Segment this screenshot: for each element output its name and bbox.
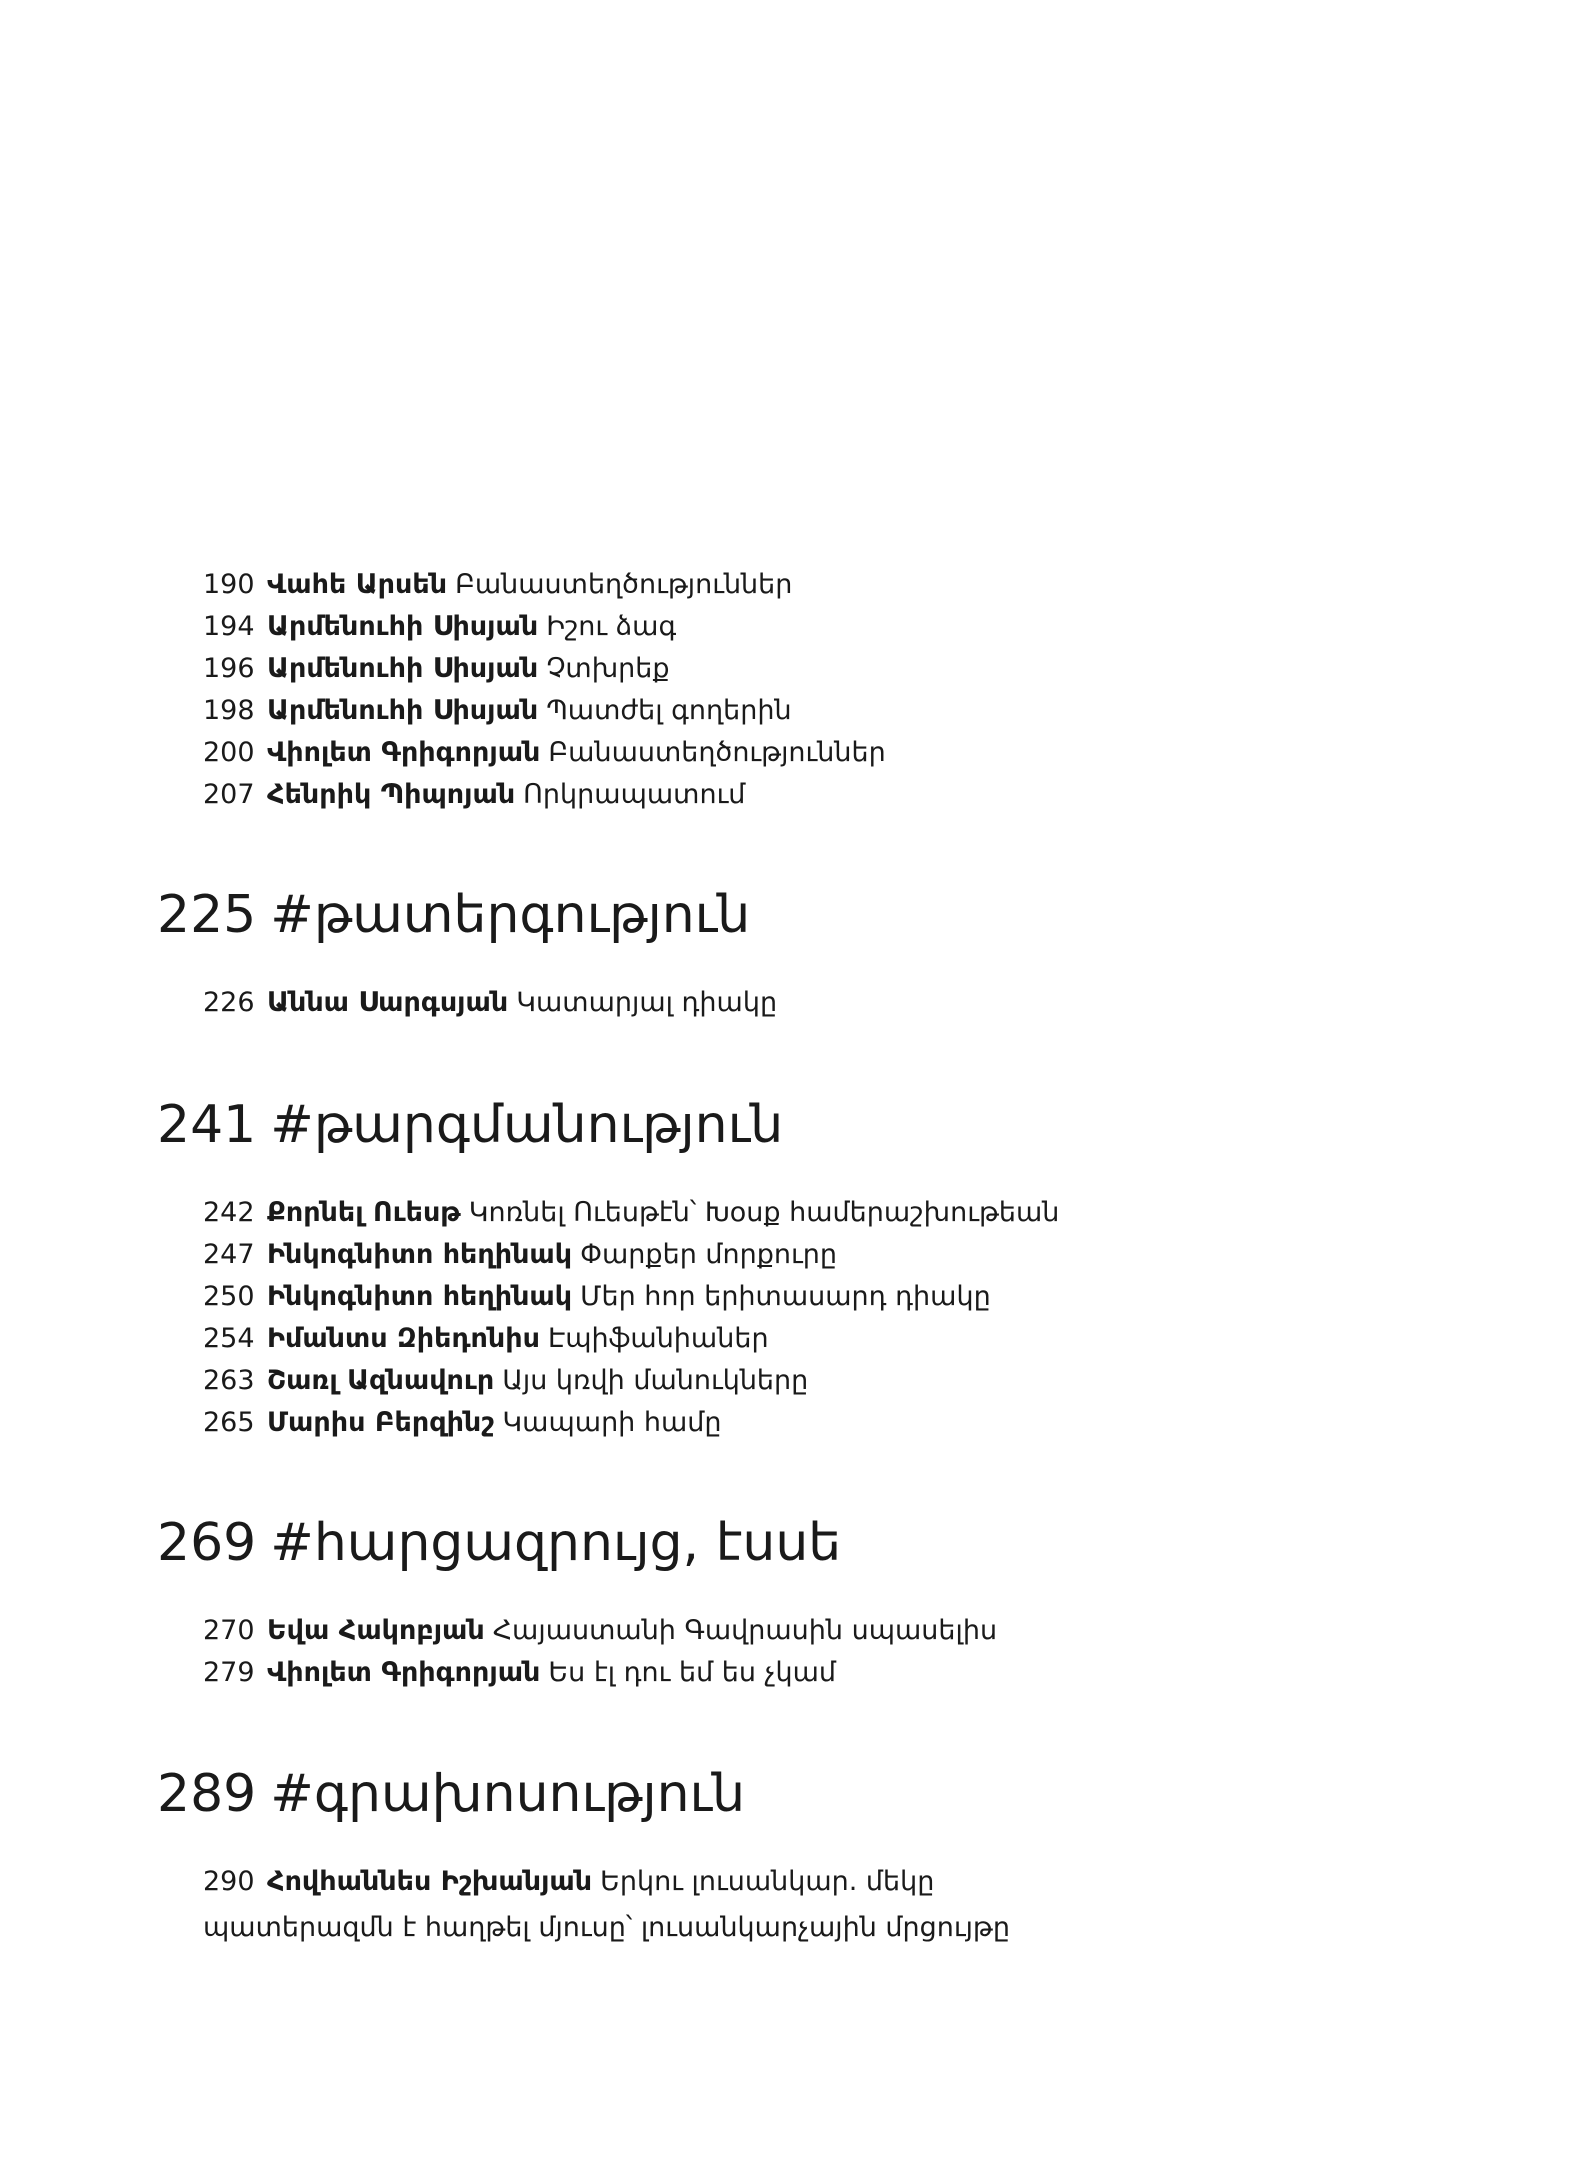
- toc-entry: [203, 1656, 836, 1690]
- entry-author: Արմենուհի Սիսյան: [267, 653, 539, 684]
- entry-author: Վահե Արսեն: [267, 569, 448, 600]
- entry-page-number: 254: [203, 1323, 255, 1354]
- section-page-number: 289: [157, 1764, 257, 1824]
- entry-page-number: 250: [203, 1281, 255, 1312]
- entry-title: Երկու լուսանկար. մեկը: [600, 1866, 935, 1897]
- section-title: #թարգմանություն: [270, 1095, 784, 1155]
- entry-title: Այս կռվի մանուկները: [502, 1365, 809, 1396]
- entry-page-number: 198: [203, 695, 255, 726]
- section-heading: [157, 1093, 783, 1157]
- toc-entry: [203, 568, 792, 602]
- section-title: #թատերգություն: [270, 885, 751, 945]
- entry-page-number: 247: [203, 1239, 255, 1270]
- toc-entry: [203, 1364, 808, 1398]
- entry-author: Արմենուհի Սիսյան: [267, 695, 539, 726]
- entry-title: Ես էլ դու եմ ես չկամ: [548, 1657, 837, 1688]
- entry-title: Հայաստանի Գավրասին սպասելիս: [492, 1615, 998, 1646]
- entry-page-number: 207: [203, 779, 255, 810]
- entry-page-number: 270: [203, 1615, 255, 1646]
- section-title: #հարցազրույց, էսսե: [270, 1513, 842, 1573]
- section-heading: [157, 1511, 841, 1575]
- toc-entry: [203, 986, 777, 1020]
- toc-entry: [203, 1322, 769, 1356]
- entry-author: Վիոլետ Գրիգորյան: [267, 1657, 541, 1688]
- toc-entry: [203, 1280, 991, 1314]
- entry-page-number: 263: [203, 1365, 255, 1396]
- entry-author: Ինկոգնիտո հեղինակ: [267, 1239, 573, 1270]
- entry-author: Հովհաննես Իշխանյան: [267, 1866, 593, 1897]
- entry-page-number: 279: [203, 1657, 255, 1688]
- entry-author: Եվա Հակոբյան: [267, 1615, 485, 1646]
- entry-page-number: 190: [203, 569, 255, 600]
- toc-entry: [203, 1196, 1059, 1230]
- entry-title: Կապարի համը: [502, 1407, 722, 1438]
- entry-title: Իշու ձագ: [546, 611, 677, 642]
- section-page-number: 225: [157, 885, 257, 945]
- entry-title: Մեր հոր երիտասարդ դիակը: [580, 1281, 991, 1312]
- entry-author: Մարիս Բերզինշ: [267, 1407, 495, 1438]
- entry-page-number: 226: [203, 987, 255, 1018]
- entry-page-number: 242: [203, 1197, 255, 1228]
- section-title: #գրախոսություն: [270, 1764, 746, 1824]
- entry-author: Քորնել Ուեսթ: [267, 1197, 461, 1228]
- entry-title: Կոռնել Ուեսթէն՝ Խօսք համերաշխութեան: [468, 1197, 1060, 1228]
- entry-title: Որկրապատում: [523, 779, 746, 810]
- toc-entry: [203, 1406, 722, 1440]
- toc-entry: [203, 1614, 997, 1648]
- toc-entry: [203, 610, 676, 644]
- section-page-number: 269: [157, 1513, 257, 1573]
- entry-author: Վիոլետ Գրիգորյան: [267, 737, 541, 768]
- entry-page-number: 265: [203, 1407, 255, 1438]
- entry-title: Չտխրեք: [546, 653, 670, 684]
- toc-entry: [203, 778, 745, 812]
- section-heading: [157, 883, 750, 947]
- entry-author: Աննա Սարգսյան: [267, 987, 509, 1018]
- entry-author: Շառլ Ազնավուր: [267, 1365, 495, 1396]
- toc-entry: [203, 694, 792, 728]
- entry-title: Էպիֆանիաներ: [547, 1323, 769, 1354]
- entry-page-number: 290: [203, 1866, 255, 1897]
- toc-entry: [203, 736, 886, 770]
- section-heading: [157, 1762, 745, 1826]
- entry-author: Հենրիկ Պիպոյան: [267, 779, 516, 810]
- entry-page-number: 200: [203, 737, 255, 768]
- entry-title: Կատարյալ դիակը: [516, 987, 778, 1018]
- entry-author: Արմենուհի Սիսյան: [267, 611, 539, 642]
- section-page-number: 241: [157, 1095, 257, 1155]
- entry-title: Փարքեր մորքուրը: [580, 1239, 837, 1270]
- entry-title: Բանաստեղծություններ: [455, 569, 793, 600]
- toc-entry: [203, 1865, 934, 1899]
- toc-entry: [203, 1238, 837, 1272]
- entry-title-continuation: պատերազմն է հաղթել մյուսը՝ լուսանկարչային մրցույթը: [203, 1912, 1010, 1943]
- entry-page-number: 196: [203, 653, 255, 684]
- entry-author: Իմանտս Զիեդոնիս: [267, 1323, 540, 1354]
- entry-page-number: 194: [203, 611, 255, 642]
- entry-title: Պատժել գողերին: [546, 695, 792, 726]
- entry-author: Ինկոգնիտո հեղինակ: [267, 1281, 573, 1312]
- entry-title: Բանաստեղծություններ: [548, 737, 886, 768]
- toc-entry: [203, 652, 670, 686]
